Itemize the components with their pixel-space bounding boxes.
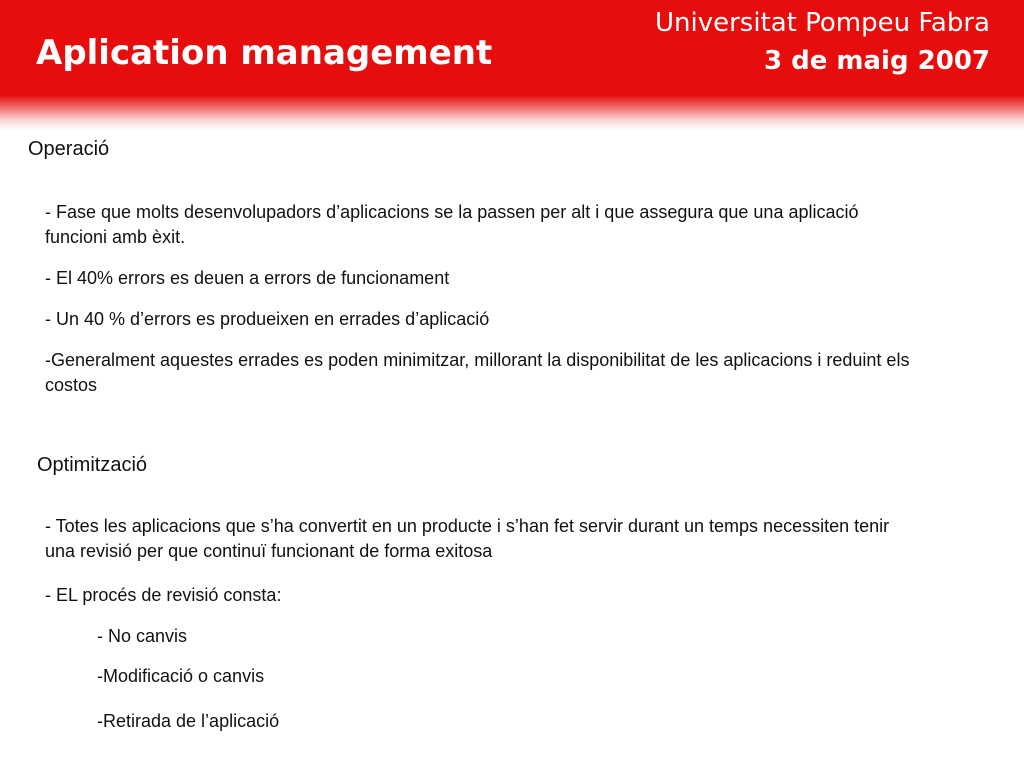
bullet-item: - EL procés de revisió consta: <box>45 585 282 605</box>
bullet-item: - Totes les aplicacions que s’ha convertit en un producte i s’han fet servir durant un temps necessiten tenir una revisió per que continuï funcionant de forma exitosa <box>45 516 890 561</box>
sub-item: -Retirada de l’aplicació <box>97 711 280 731</box>
presentation-date: 3 de maig 2007 <box>763 46 990 76</box>
slide-title: Aplication management <box>36 33 493 73</box>
sub-item: - No canvis <box>97 626 188 646</box>
sub-item: -Modificació o canvis <box>97 666 265 686</box>
section-heading-optimitzacio: Optimització <box>37 454 148 476</box>
institution-name: Universitat Pompeu Fabra <box>654 8 990 38</box>
bullet-item: - El 40% errors es deuen a errors de funcionament <box>45 268 450 288</box>
bullet-item: -Generalment aquestes errades es poden minimitzar, millorant la disponibilitat de les aplicacions i reduint els costos <box>45 350 910 395</box>
section-heading-operacio: Operació <box>28 138 110 160</box>
header-info <box>655 4 990 80</box>
slide-header-banner <box>0 0 1024 130</box>
bullet-item: - Fase que molts desenvolupadors d’aplicacions se la passen per alt i que assegura que una aplicació funcioni amb èxit. <box>45 202 859 247</box>
bullet-item: - Un 40 % d’errors es produeixen en errades d’aplicació <box>45 309 490 329</box>
